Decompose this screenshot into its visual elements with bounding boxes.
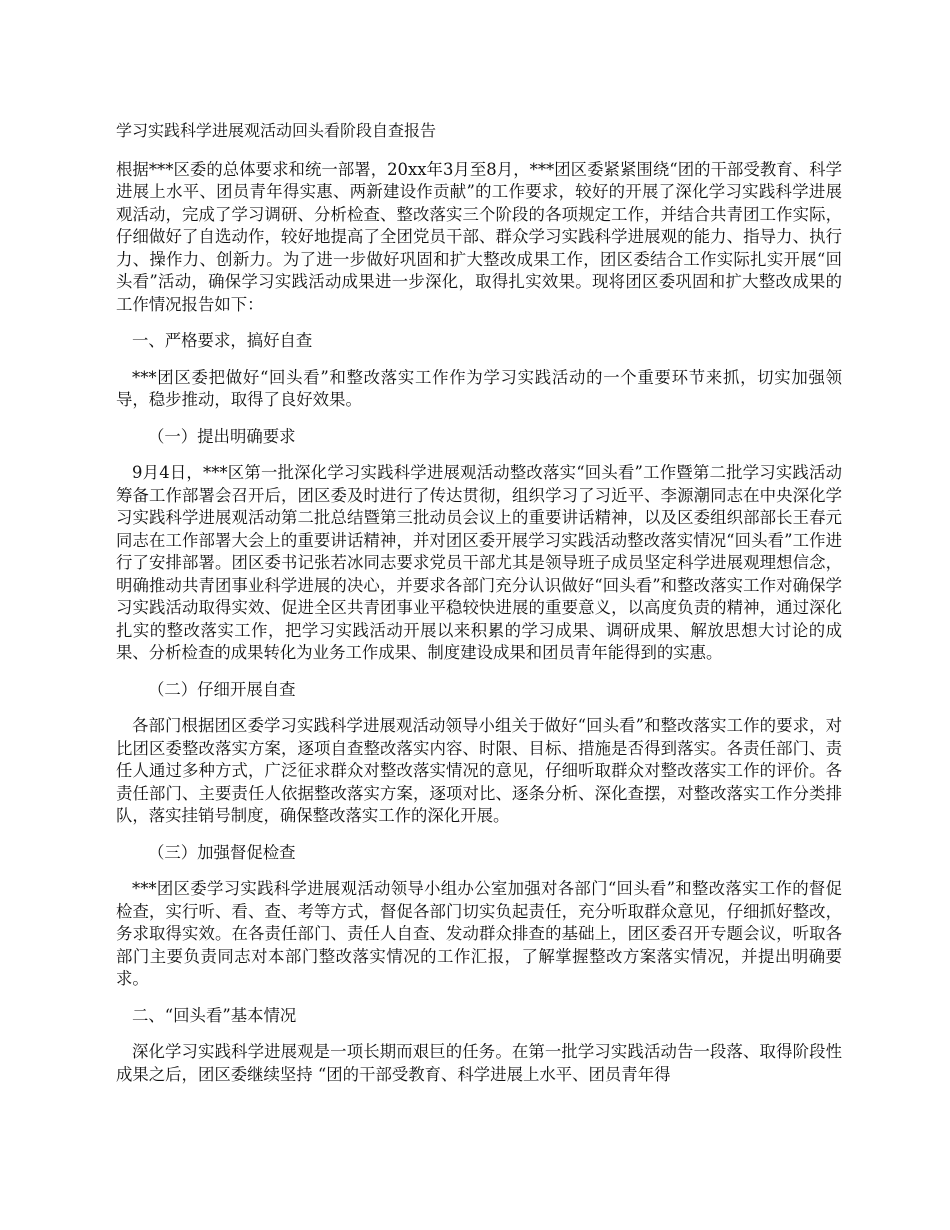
section-2-paragraph: 深化学习实践科学进展观是一项长期而艰巨的任务。在第一批学习实践活动告一段落、取得阶段性成果之后，团区委继续坚持 “团的干部受教育、科学进展上水平、团员青年得 (116, 1042, 842, 1084)
section-1-sub-3-heading: （三）加强督促检查 (148, 842, 296, 862)
section-1-heading: 一、严格要求，搞好自查 (132, 331, 313, 350)
section-1-paragraph: ***团区委把做好“回头看”和整改落实工作作为学习实践活动的一个重要环节来抓，切实加强领导，稳步推动，取得了良好效果。 (116, 367, 842, 409)
section-1-sub-1-heading: （一）提出明确要求 (148, 426, 296, 446)
section-1-sub-2-paragraph: 各部门根据团区委学习实践科学进展观活动领导小组关于做好“回头看”和整改落实工作的要求，对比团区委整改落实方案，逐项自查整改落实内容、时限、目标、措施是否得到落实。各责任部门、责任人通过多种方式，广泛征求群众对整改落实情况的意见，仔细听取群众对整改落实工作的评价。各责任部门、主要责任人依据整改落实方案，逐项对比、逐条分析、深化查摆，对整改落实工作分类排队，落实挂销号制度，确保整改落实工作的深化开展。 (116, 716, 842, 825)
section-2-heading: 二、“回头看”基本情况 (132, 1005, 297, 1025)
section-1-sub-1-paragraph: 9月4日，***区第一批深化学习实践科学进展观活动整改落实“回头看”工作暨第二批学习实践活动筹备工作部署会召开后，团区委及时进行了传达贯彻，组织学习了习近平、李源潮同志在中央深化学习实践科学进展观活动第二批总结暨第三批动员会议上的重要讲话精神，以及区委组织部部长王春元同志在工作部署大会上的重要讲话精神，并对团区委开展学习实践活动整改落实情况“回头看”工作进行了安排部署。团区委书记张若冰同志要求党员干部尤其是领导班子成员坚定科学进展观理想信念，明确推动共青团事业科学进展的决心，并要求各部门充分认识做好“回头看”和整改落实工作对确保学习实践活动取得实效、促进全区共青团事业平稳较快进展的重要意义，以高度负责的精神，通过深化扎实的整改落实工作，把学习实践活动开展以来积累的学习成果、调研成果、解放思想大讨论的成果、分析检查的成果转化为业务工作成果、制度建设成果和团员青年能得到的实惠。 (116, 463, 842, 662)
document-page (116, 120, 842, 1100)
document-title: 学习实践科学进展观活动回头看阶段自查报告 (116, 121, 437, 140)
section-1-sub-3-paragraph: ***团区委学习实践科学进展观活动领导小组办公室加强对各部门“回头看”和整改落实工作的督促检查，实行听、看、查、考等方式，督促各部门切实负起责任，充分听取群众意见，仔细抓好整改，务求取得实效。在各责任部门、责任人自查、发动群众排查的基础上，团区委召开专题会议，听取各部门主要负责同志对本部门整改落实情况的工作汇报，了解掌握整改方案落实情况，并提出明确要求。 (116, 879, 842, 988)
intro-paragraph: 根据***区委的总体要求和统一部署，20xx年3月至8月，***团区委紧紧围绕“团的干部受教育、科学进展上水平、团员青年得实惠、两新建设作贡献”的工作要求，较好的开展了深化学习实践科学进展观活动，完成了学习调研、分析检查、整改落实三个阶段的各项规定工作，并结合共青团工作实际，仔细做好了自选动作，较好地提高了全团党员干部、群众学习实践科学进展观的能力、指导力、执行力、操作力、创新力。为了进一步做好巩固和扩大整改成果工作，团区委结合工作实际扎实开展“回头看”活动，确保学习实践活动成果进一步深化，取得扎实效果。现将团区委巩固和扩大整改成果的工作情况报告如下： (116, 159, 842, 314)
section-1-sub-2-heading: （二）仔细开展自查 (148, 679, 296, 699)
